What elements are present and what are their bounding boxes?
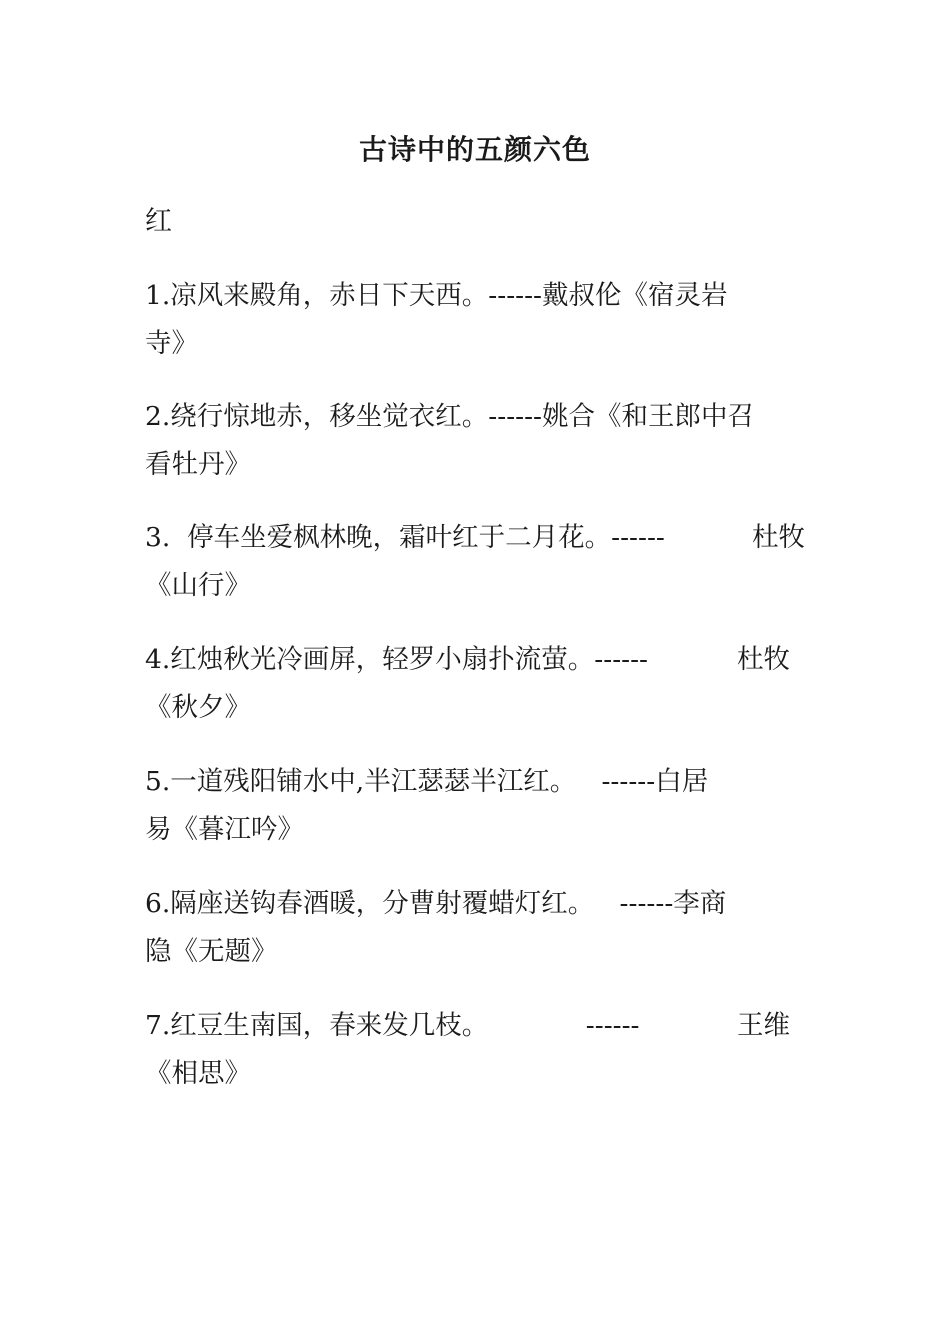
- poem-line-6-text: 6.隔座送钩春酒暖，分曹射覆蜡灯红。 ------李商: [145, 888, 727, 919]
- poem-line-1: [145, 272, 805, 368]
- poem-line-5-text: 5.一道残阳铺水中,半江瑟瑟半江红。 ------白居: [145, 766, 709, 797]
- poem-line-7-cont: 《相思》: [145, 1058, 251, 1089]
- section-heading-red: 红: [145, 206, 172, 237]
- poem-line-3-author: 杜牧: [752, 522, 805, 553]
- poem-line-2: [145, 393, 805, 489]
- poem-line-7: [145, 1002, 790, 1098]
- poem-line-1-cont: 寺》: [145, 328, 198, 359]
- poem-line-7-text: 7.红豆生南国，春来发几枝。: [145, 1010, 489, 1041]
- poem-line-6-cont: 隐《无题》: [145, 936, 278, 967]
- poem-line-5-cont: 易《暮江吟》: [145, 814, 304, 845]
- poem-line-3-cont: 《山行》: [145, 570, 251, 601]
- poem-line-7-author: 王维: [737, 1010, 790, 1041]
- poem-line-4-cont: 《秋夕》: [145, 692, 251, 723]
- document-title: 古诗中的五颜六色: [358, 133, 591, 166]
- poem-line-3: [145, 514, 805, 610]
- poem-line-4-author: 杜牧: [737, 644, 790, 675]
- poem-line-7-dash: ------: [585, 1010, 640, 1041]
- poem-line-6: [145, 880, 805, 976]
- poem-line-1-text: 1.凉风来殿角，赤日下天西。------戴叔伦《宿灵岩: [145, 280, 728, 311]
- poem-line-2-text: 2.绕行惊地赤，移坐觉衣红。------姚合《和王郎中召: [145, 401, 755, 432]
- poem-line-4: [145, 636, 790, 732]
- poem-line-3-text: 3. 停车坐爱枫林晚，霜叶红于二月花。------: [145, 522, 665, 553]
- poem-line-2-cont: 看牡丹》: [145, 449, 251, 480]
- poem-line-5: [145, 758, 805, 854]
- poem-line-4-text: 4.红烛秋光冷画屏，轻罗小扇扑流萤。------: [145, 644, 649, 675]
